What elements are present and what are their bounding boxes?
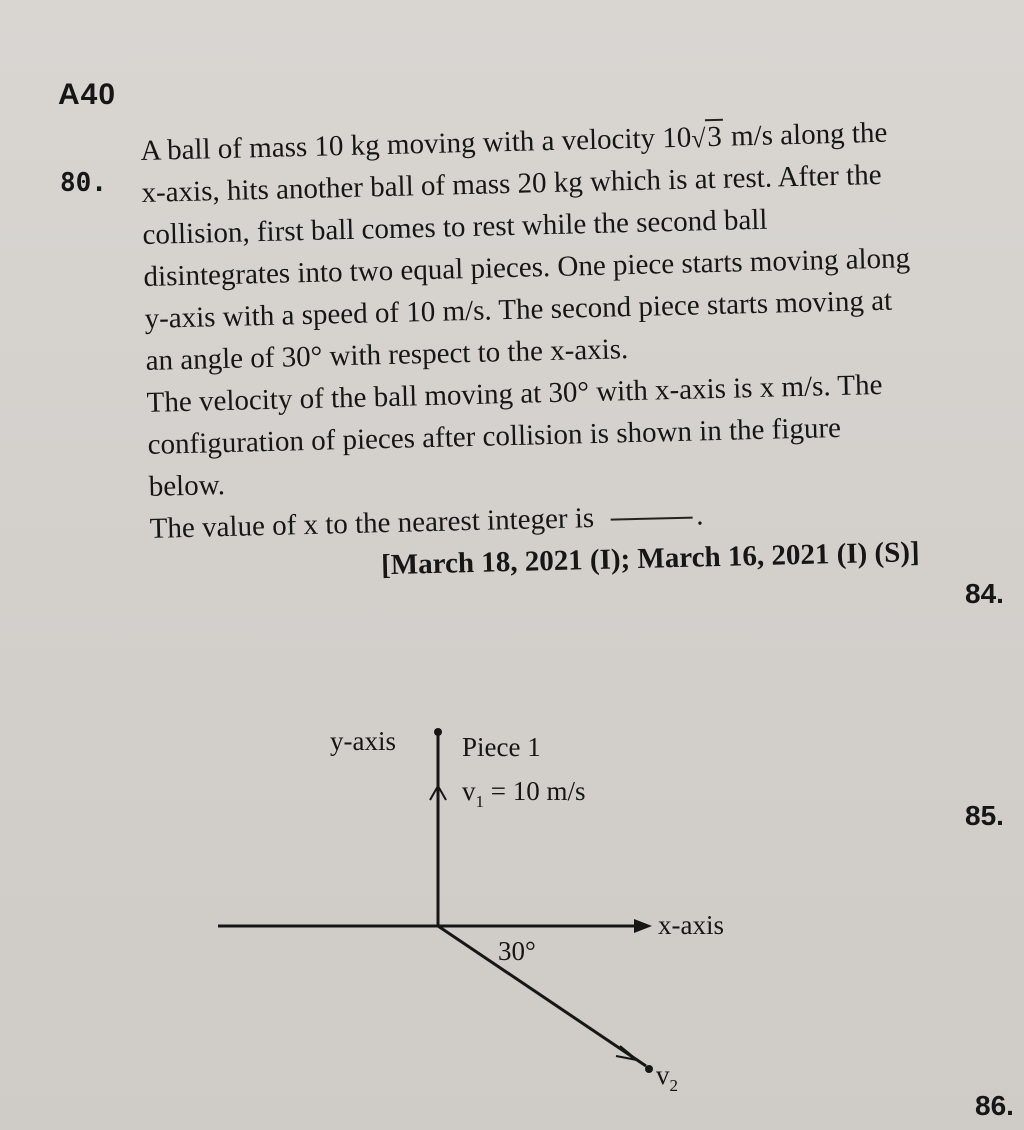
page-tag: A40 — [58, 78, 117, 111]
v2-label — [656, 1060, 678, 1095]
question-paragraph-1 — [140, 111, 921, 382]
answer-prompt: The value of x to the nearest integer is — [149, 502, 595, 545]
exam-reference: [March 18, 2021 (I); March 16, 2021 (I) (S)] — [380, 536, 920, 582]
radical-sign: √ — [690, 124, 706, 154]
v2-symbol: v — [656, 1060, 670, 1090]
answer-blank — [610, 517, 692, 521]
answer-prompt-end: . — [695, 499, 704, 532]
x-axis-arrowhead — [634, 919, 652, 933]
piece-1-label: Piece 1 — [462, 732, 541, 762]
angle-label: 30° — [498, 936, 536, 966]
side-number-85: 85. — [965, 800, 1004, 831]
x-axis-label: x-axis — [658, 910, 724, 940]
question-paragraph-2: The velocity of the ball moving at 30° with x-axis is x m/s. The configuration of pieces after collision is shown in the figure below. — [146, 368, 883, 503]
piece-2-dot — [645, 1065, 653, 1073]
question-body — [140, 111, 926, 592]
piece-1-dot — [434, 728, 442, 736]
side-number-84: 84. — [965, 578, 1004, 609]
v1-value: = 10 m/s — [484, 776, 586, 806]
question-text-part-2: m/s along the x-axis, hits another ball of mass 20 kg which is at rest. After the collision, first ball comes to rest while the second ball disintegrates into two equal pieces. One piece starts moving along y-axis with a speed of 10 m/s. The second piece starts moving at an angle of 30° with respect to the x-axis. — [141, 116, 911, 377]
side-number-86: 86. — [975, 1090, 1014, 1121]
question-text-part-1: A ball of mass 10 kg moving with a velocity — [140, 122, 663, 167]
collision-figure — [200, 700, 760, 1100]
v1-subscript: 1 — [475, 792, 484, 811]
velocity-coefficient: 10 — [661, 121, 692, 155]
v1-label — [462, 776, 586, 811]
v2-direction-line — [438, 926, 646, 1066]
v1-symbol: v — [462, 776, 476, 806]
radicand: 3 — [705, 119, 724, 153]
sqrt-expression — [691, 116, 725, 159]
v2-subscript: 2 — [669, 1076, 678, 1095]
y-axis-label: y-axis — [330, 726, 396, 756]
question-number: 80. — [60, 168, 107, 198]
